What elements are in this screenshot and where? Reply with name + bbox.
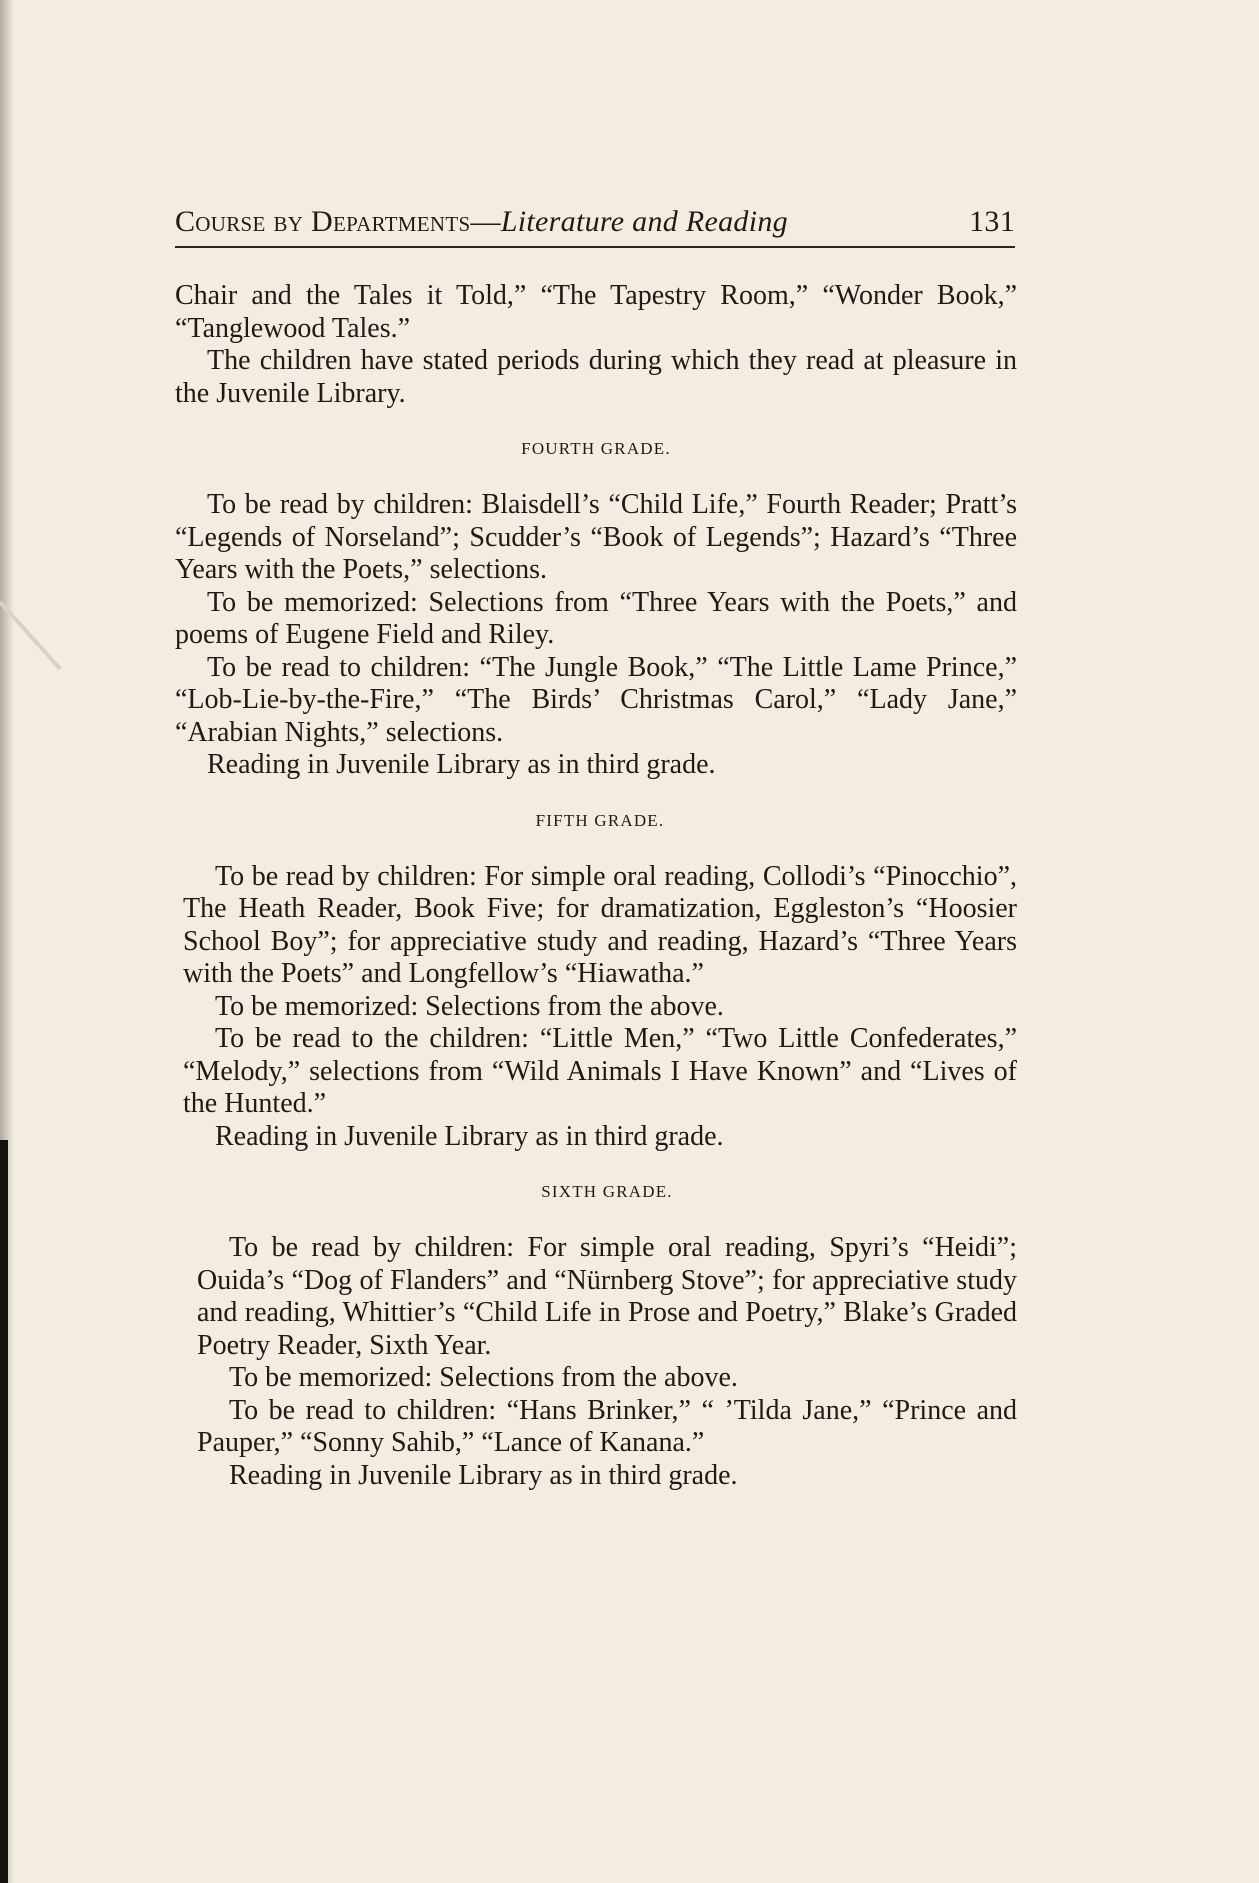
page-number: 131 (969, 205, 1015, 238)
intro-paragraph: Chair and the Tales it Told,” “The Tapestry Room,” “Wonder Book,” “Tanglewood Tales.” (175, 280, 1017, 344)
fifth-grade-heading: FIFTH GRADE. (535, 810, 665, 830)
paragraph: Reading in Juvenile Library as in third grade. (215, 1120, 724, 1152)
paragraph: To be read by children: For simple oral reading, Spyri’s “Heidi”; Ouida’s “Dog of Flanders” and “Nürnberg Stove”; for appreciative study and reading, Whittier’s “Child Life in Prose and Poetry,” Blake’s Graded Poetry Reader, Sixth Year. (197, 1232, 1017, 1361)
paragraph: To be read to children: “The Jungle Book,” “The Little Lame Prince,” “Lob-Lie-by-the-Fire,” “The Birds’ Christmas Carol,” “Lady Jane,” “Arabian Nights,” selections. (175, 651, 1017, 748)
fourth-grade-section (175, 439, 1017, 782)
running-header (175, 205, 1015, 239)
fourth-grade-heading: FOURTH GRADE. (521, 439, 671, 458)
paragraph: To be memorized: Selections from “Three Years with the Poets,” and poems of Eugene Field and Riley. (175, 586, 1017, 650)
paragraph: To be memorized: Selections from the above. (229, 1362, 738, 1393)
paragraph: Reading in Juvenile Library as in third grade. (229, 1459, 738, 1491)
paragraph: Reading in Juvenile Library as in third grade. (207, 749, 716, 780)
running-subject: Literature and Reading (500, 205, 788, 238)
paragraph: To be read by children: Blaisdell’s “Child Life,” Fourth Reader; Pratt’s “Legends of Norseland”; Scudder’s “Book of Legends”; Hazard’s “Three Years with the Poets,” selections. (175, 489, 1017, 585)
binding-edge (0, 1140, 8, 1883)
fifth-grade-section (175, 811, 1017, 1154)
paragraph: To be read by children: For simple oral reading, Collodi’s “Pinocchio”, The Heath Reader, Book Five; for dramatization, Eggleston’s “Hoosier School Boy”; for appreciative study and reading, Hazard’s “Three Years with the Poets” and Longfellow’s “Hiawatha.” (183, 860, 1017, 989)
header-rule (175, 246, 1015, 248)
sixth-grade-section (175, 1182, 1017, 1492)
paragraph: To be read to the children: “Little Men,” “Two Little Confederates,” “Melody,” selections from “Wild Animals I Have Known” and “Lives of the Hunted.” (183, 1023, 1017, 1119)
paragraph: To be read to children: “Hans Brinker,” “ ’Tilda Jane,” “Prince and Pauper,” “Sonny Sahib,” “Lance of Kanana.” (197, 1394, 1017, 1458)
intro-paragraph: The children have stated periods during which they read at pleasure in the Juvenile Library. (175, 345, 1017, 409)
paragraph: To be memorized: Selections from the above. (215, 990, 724, 1022)
page-body (175, 280, 1017, 1492)
sixth-grade-heading: SIXTH GRADE. (541, 1182, 673, 1201)
running-head: Course by Departments—Literature and Reading (175, 205, 788, 238)
intro-section (175, 280, 1017, 410)
